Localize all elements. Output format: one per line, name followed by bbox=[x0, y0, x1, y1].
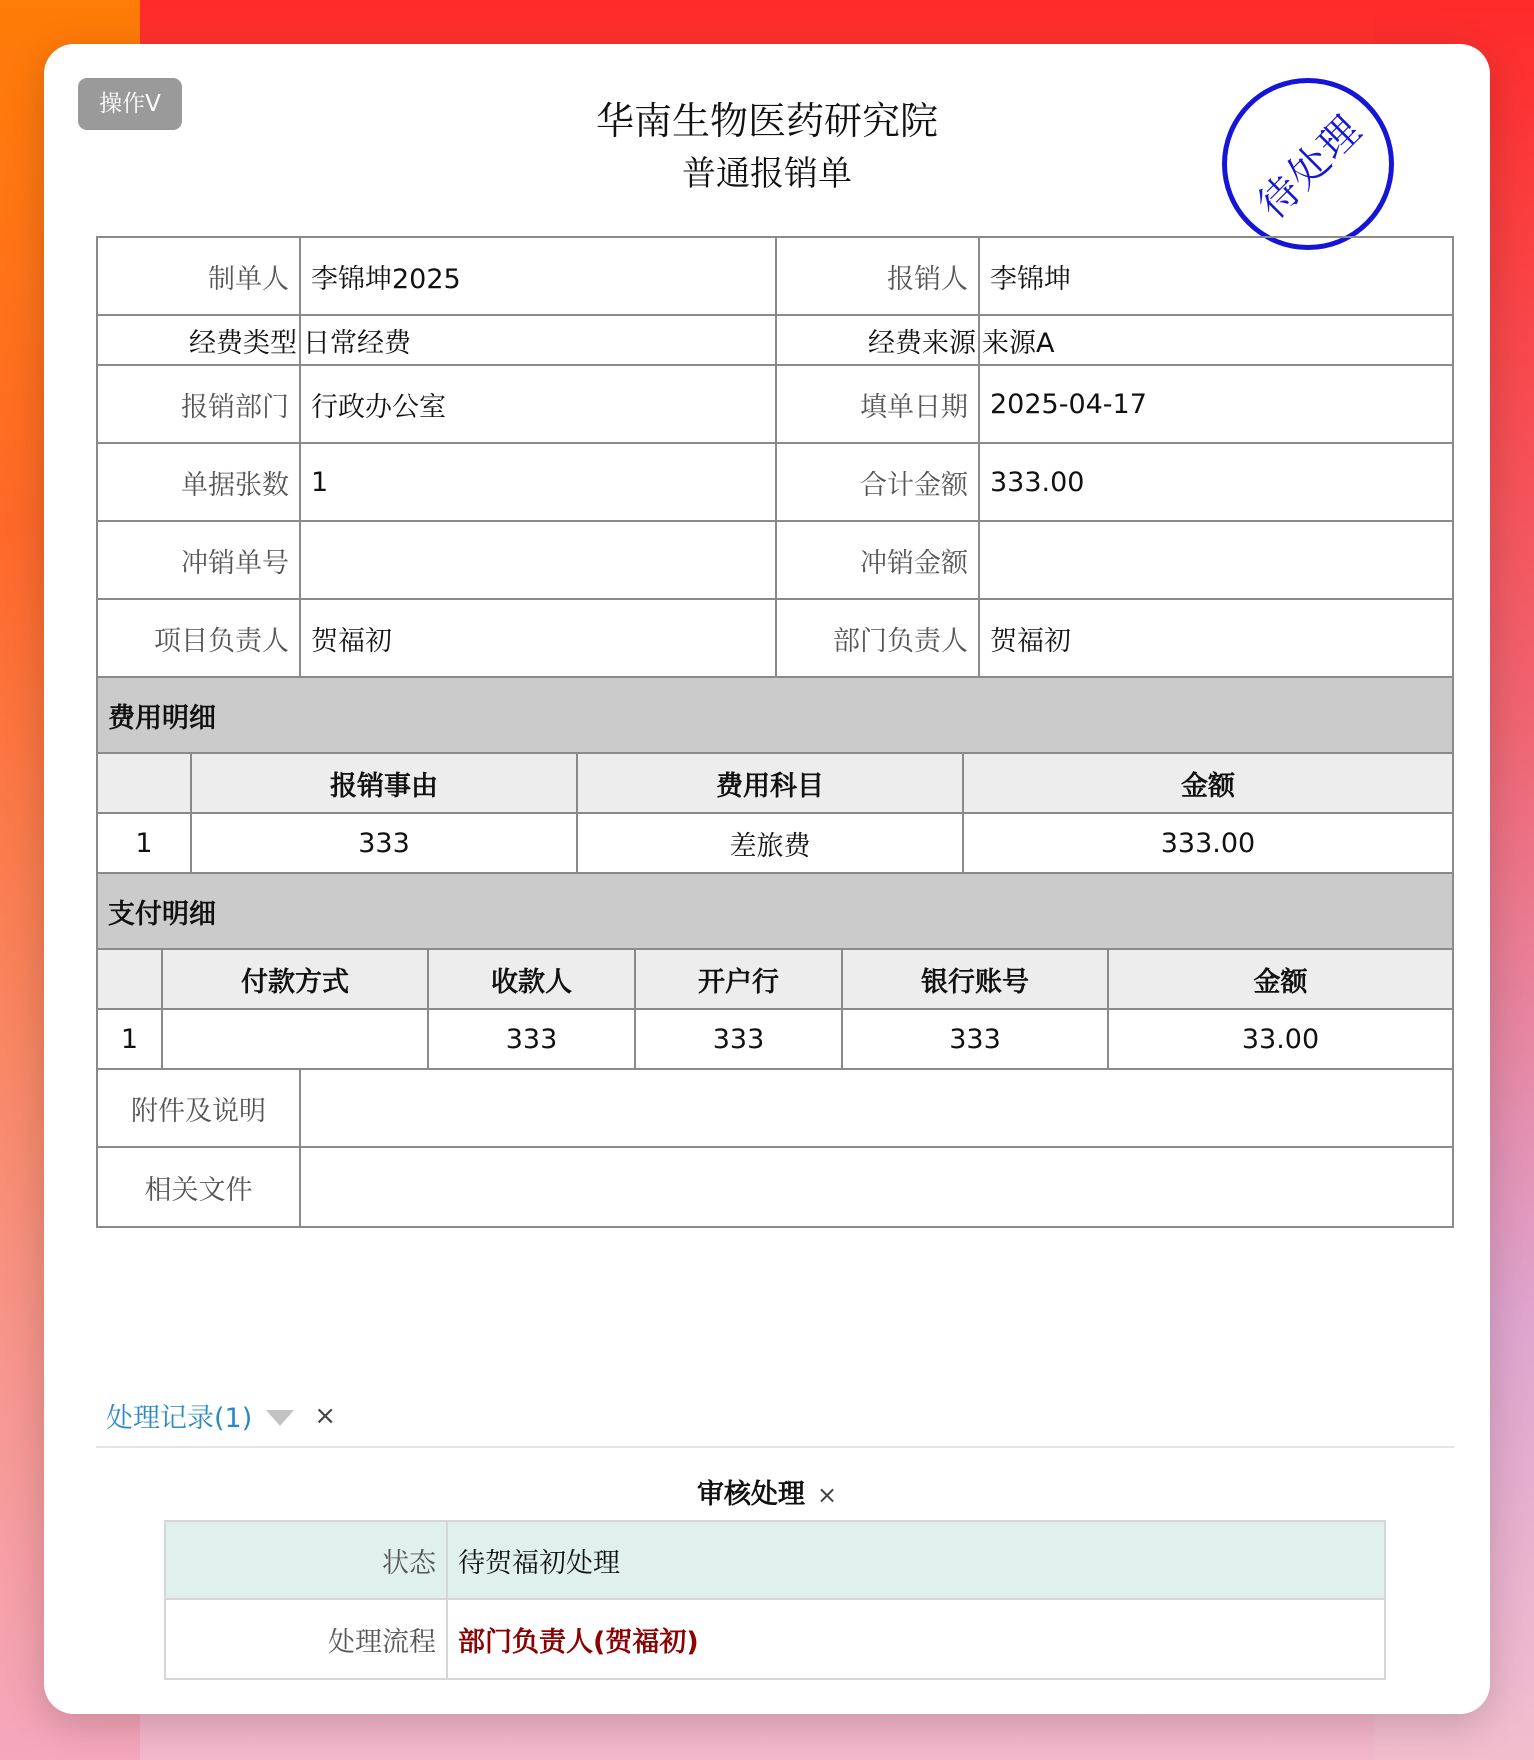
payment-col-bank: 开户行 bbox=[636, 950, 843, 1008]
files-label: 相关文件 bbox=[98, 1148, 301, 1226]
claimant-value: 李锦坤 bbox=[990, 263, 1071, 295]
payment-col-method: 付款方式 bbox=[163, 950, 429, 1008]
offset-no-label: 冲销单号 bbox=[98, 522, 301, 598]
expense-reason: 333 bbox=[192, 814, 578, 872]
fund-type-label: 经费类型 bbox=[98, 316, 301, 364]
fund-type-value: 日常经费 bbox=[301, 316, 777, 364]
fund-source-value: 来源A bbox=[982, 327, 1055, 359]
table-row bbox=[98, 1010, 1452, 1070]
payment-payee: 333 bbox=[429, 1010, 636, 1068]
form-table bbox=[96, 236, 1454, 1228]
payment-col-payee: 收款人 bbox=[429, 950, 636, 1008]
dept-lead-value: 贺福初 bbox=[990, 625, 1071, 657]
claimant-label: 报销人 bbox=[777, 238, 980, 314]
expense-col-amount: 金额 bbox=[1181, 770, 1235, 802]
flow-value: 部门负责人(贺福初) bbox=[458, 1626, 699, 1658]
maker-label: 制单人 bbox=[98, 238, 301, 314]
audit-table bbox=[164, 1520, 1386, 1680]
expense-header-row bbox=[98, 754, 1452, 814]
table-row bbox=[98, 814, 1452, 874]
expense-index: 1 bbox=[98, 814, 192, 872]
maker-value: 李锦坤2025 bbox=[301, 238, 777, 314]
audit-status-row bbox=[166, 1522, 1384, 1600]
payment-method bbox=[163, 1010, 429, 1068]
attach-value bbox=[301, 1070, 1452, 1146]
expense-col-category: 费用科目 bbox=[578, 754, 964, 812]
offset-amount-label: 冲销金额 bbox=[777, 522, 980, 598]
audit-title-text: 审核处理 bbox=[696, 1479, 805, 1510]
files-value bbox=[301, 1148, 1452, 1226]
expense-col-index bbox=[98, 754, 192, 812]
form-row bbox=[98, 366, 1452, 444]
close-icon[interactable]: × bbox=[816, 1481, 838, 1509]
payment-index: 1 bbox=[98, 1010, 163, 1068]
total-label: 合计金额 bbox=[777, 444, 980, 520]
operate-button[interactable]: 操作V bbox=[78, 78, 182, 130]
payment-account: 333 bbox=[843, 1010, 1109, 1068]
form-row bbox=[98, 600, 1452, 678]
flow-label: 处理流程 bbox=[166, 1600, 448, 1678]
form-row bbox=[98, 444, 1452, 522]
payment-header-row bbox=[98, 950, 1452, 1010]
date-value: 2025-04-17 bbox=[990, 388, 1147, 420]
org-title: 华南生物医药研究院 bbox=[595, 99, 938, 143]
status-stamp bbox=[1222, 78, 1394, 250]
chevron-down-icon[interactable] bbox=[266, 1410, 294, 1426]
payment-col-amount: 金额 bbox=[1253, 966, 1308, 998]
form-title: 普通报销单 bbox=[682, 154, 852, 194]
status-value: 待贺福初处理 bbox=[458, 1547, 620, 1579]
audit-flow-row bbox=[166, 1600, 1384, 1678]
form-row bbox=[98, 316, 1452, 366]
expense-section-title: 费用明细 bbox=[98, 678, 1452, 754]
payment-col-account: 银行账号 bbox=[843, 950, 1109, 1008]
form-row bbox=[98, 238, 1452, 316]
dept-lead-label: 部门负责人 bbox=[777, 600, 980, 676]
status-label: 状态 bbox=[166, 1522, 448, 1598]
project-lead-value: 贺福初 bbox=[301, 600, 777, 676]
offset-amount-value bbox=[980, 522, 1452, 598]
payment-col-index bbox=[98, 950, 163, 1008]
audit-title bbox=[44, 1472, 1490, 1511]
expense-category: 差旅费 bbox=[578, 814, 964, 872]
expense-col-reason: 报销事由 bbox=[192, 754, 578, 812]
total-value: 333.00 bbox=[990, 466, 1085, 498]
payment-bank: 333 bbox=[636, 1010, 843, 1068]
divider bbox=[96, 1446, 1454, 1448]
date-label: 填单日期 bbox=[777, 366, 980, 442]
payment-section-title: 支付明细 bbox=[98, 874, 1452, 950]
voucher-count-label: 单据张数 bbox=[98, 444, 301, 520]
stamp-text: 待处理 bbox=[1249, 105, 1372, 228]
attachment-row bbox=[98, 1070, 1452, 1148]
dept-label: 报销部门 bbox=[98, 366, 301, 442]
close-icon[interactable]: × bbox=[314, 1400, 337, 1431]
payment-amount: 33.00 bbox=[1241, 1023, 1320, 1055]
project-lead-label: 项目负责人 bbox=[98, 600, 301, 676]
dept-value: 行政办公室 bbox=[301, 366, 777, 442]
records-toggle[interactable] bbox=[106, 1396, 336, 1435]
form-row bbox=[98, 522, 1452, 600]
records-link[interactable]: 处理记录(1) bbox=[106, 1403, 253, 1434]
attach-label: 附件及说明 bbox=[98, 1070, 301, 1146]
reimbursement-card bbox=[44, 44, 1490, 1714]
expense-amount: 333.00 bbox=[1160, 827, 1256, 859]
voucher-count-value: 1 bbox=[301, 444, 777, 520]
files-row bbox=[98, 1148, 1452, 1226]
fund-source-label: 经费来源 bbox=[777, 316, 980, 364]
offset-no-value bbox=[301, 522, 777, 598]
